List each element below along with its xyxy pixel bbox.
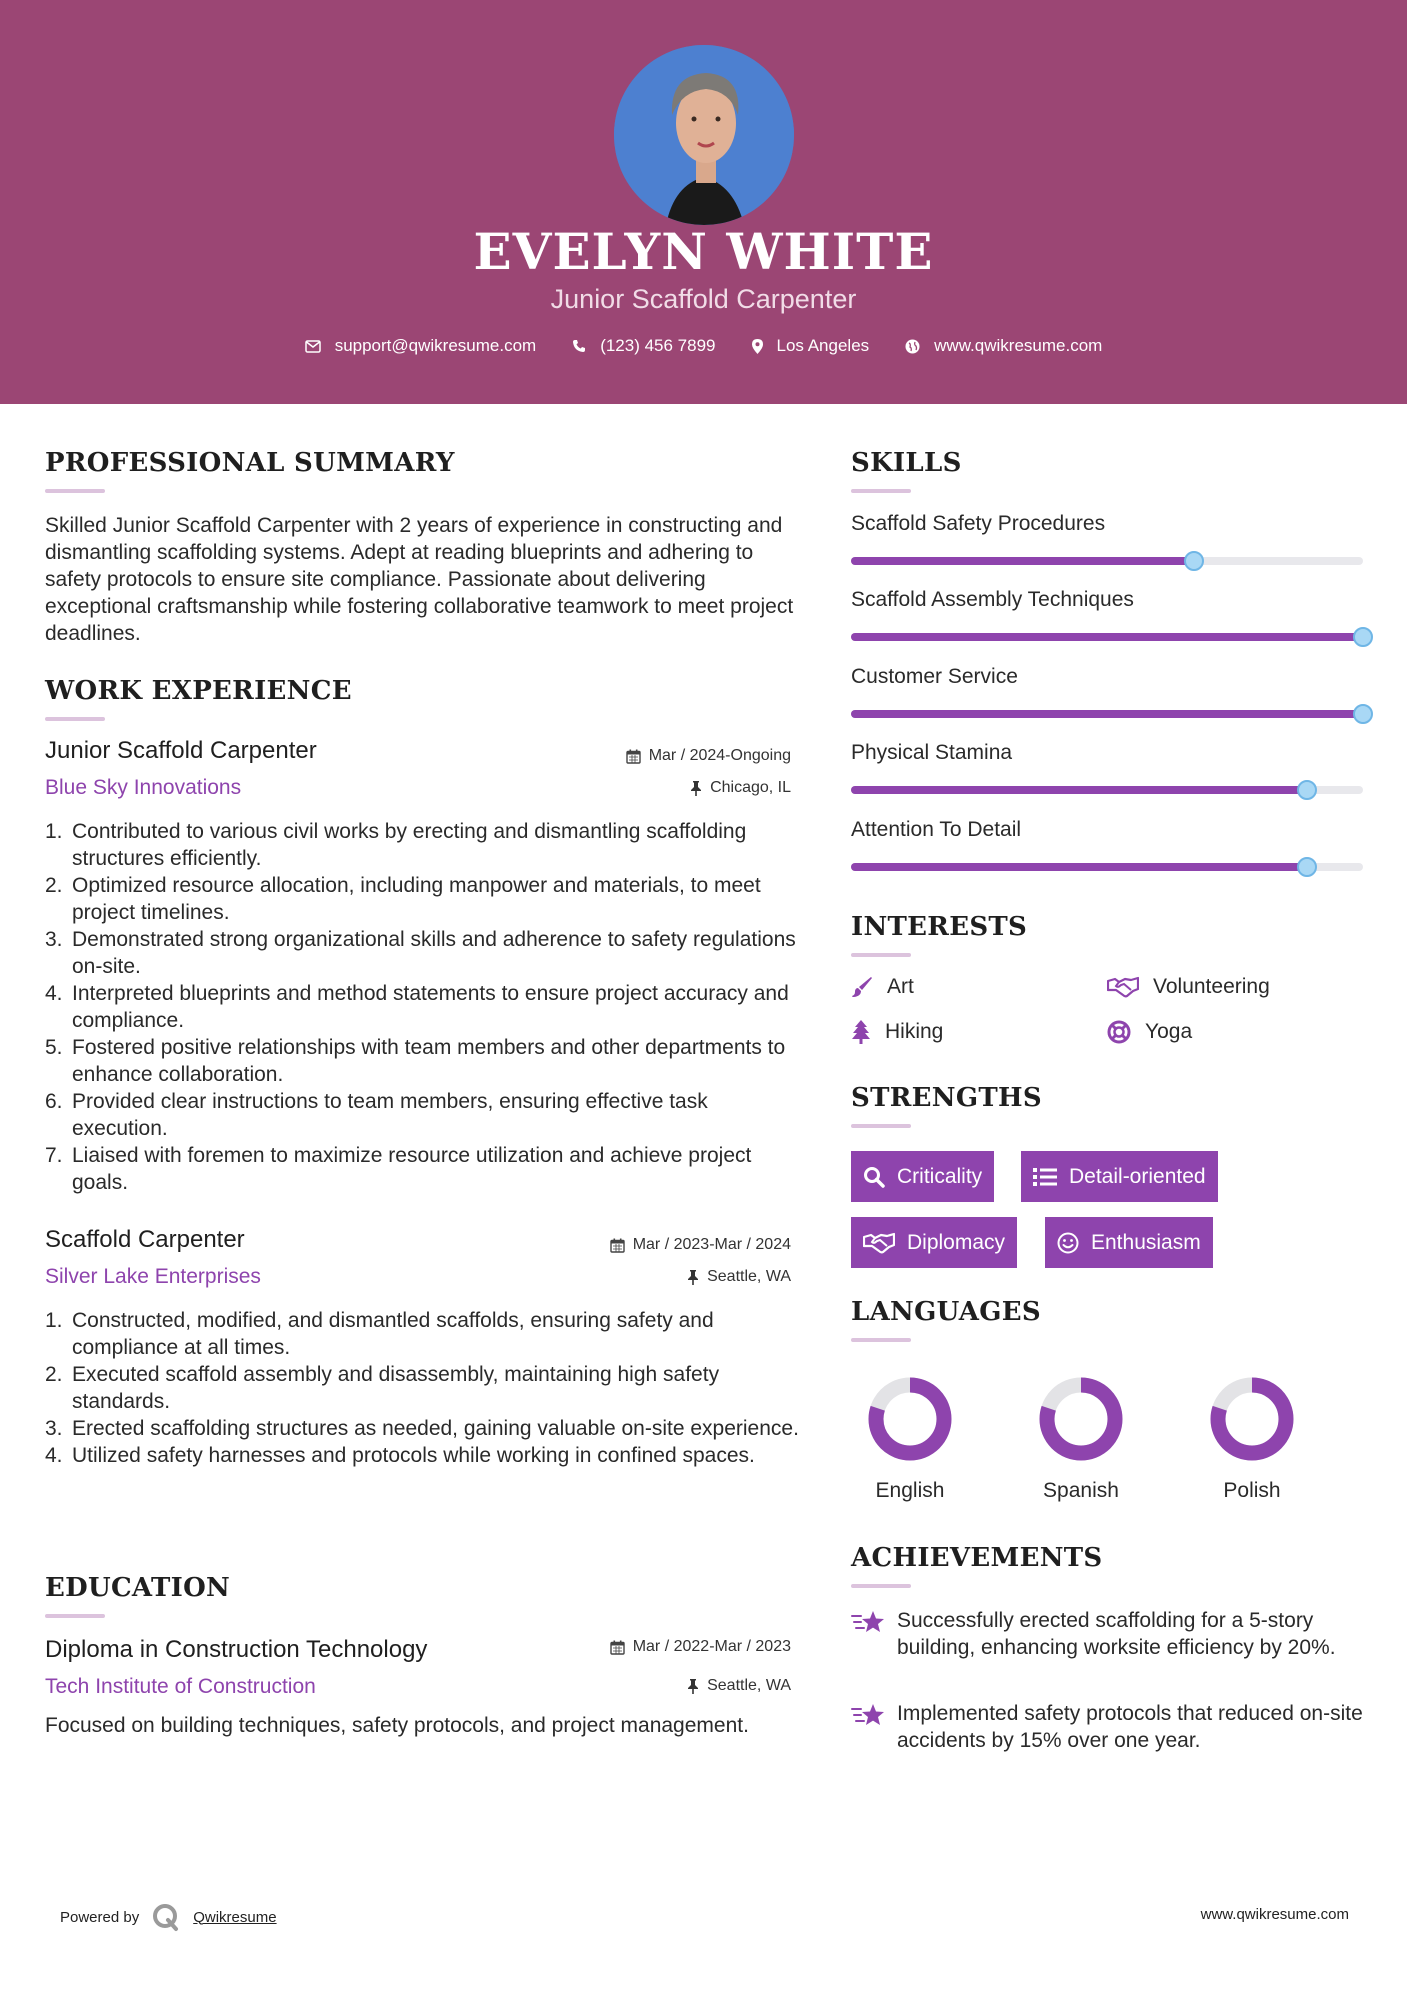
achievement-text: Successfully erected scaffolding for a 5-story building, enhancing worksite efficiency by 20%. (897, 1609, 1336, 1659)
list-item: 3. Demonstrated strong organizational skills and adherence to safety regulations on-site. (45, 928, 796, 978)
handshake-icon (863, 1232, 895, 1254)
education-description: Focused on building techniques, safety protocols, and project management. (45, 1714, 749, 1737)
interest-item (851, 1020, 943, 1044)
pushpin-icon (687, 1679, 699, 1694)
skill-bar-fill (851, 633, 1363, 641)
portrait-image (614, 45, 794, 225)
skill-bar-fill (851, 557, 1194, 565)
strengths-heading: STRENGTHS (851, 1083, 1042, 1113)
contact-phone-text: (123) 456 7899 (600, 336, 716, 355)
job-location (687, 1268, 791, 1286)
pushpin-icon (687, 1270, 699, 1285)
company-name: Blue Sky Innovations (45, 776, 242, 799)
skills-underline (851, 489, 911, 493)
education-dates (610, 1638, 791, 1656)
skill-bar (851, 786, 1363, 794)
map-pin-icon (752, 339, 763, 354)
shooting-star-icon (851, 1609, 885, 1635)
education-location-text: Seattle, WA (707, 1677, 791, 1694)
interest-label: Volunteering (1153, 975, 1270, 998)
strength-label: Criticality (897, 1164, 983, 1188)
language-name: Polish (1223, 1479, 1281, 1502)
experience-underline (45, 717, 105, 721)
life-ring-icon (1107, 1020, 1131, 1044)
calendar-icon (610, 1238, 625, 1253)
job-responsibilities (45, 1307, 800, 1469)
skill-bar-fill (851, 786, 1307, 794)
contact-website[interactable] (905, 336, 1102, 356)
language-donut (1021, 1372, 1141, 1466)
smile-icon (1057, 1232, 1079, 1254)
education-location (687, 1677, 791, 1695)
pushpin-icon (690, 781, 702, 796)
list-item: 1. Contributed to various civil works by erecting and dismantling scaffolding structures efficiently. (45, 820, 747, 870)
job-dates (610, 1236, 791, 1254)
contact-website-text: www.qwikresume.com (934, 336, 1103, 355)
skill-bar (851, 557, 1363, 565)
summary-heading: PROFESSIONAL SUMMARY (45, 448, 455, 478)
strength-tag (851, 1217, 1017, 1268)
strength-label: Diplomacy (907, 1230, 1006, 1254)
list-item: 2. Optimized resource allocation, including manpower and materials, to meet project timelines. (45, 874, 761, 924)
skill-bar-fill (851, 710, 1363, 718)
candidate-title: Junior Scaffold Carpenter (550, 284, 857, 314)
strength-tag (851, 1151, 994, 1202)
skill-bar-knob[interactable] (1184, 551, 1204, 571)
strength-tag (1021, 1151, 1218, 1202)
list-item: 2. Executed scaffold assembly and disassembly, maintaining high safety standards. (45, 1363, 720, 1413)
school-name: Tech Institute of Construction (45, 1675, 316, 1698)
language-donut (850, 1372, 970, 1466)
powered-by-text: Powered by (60, 1908, 140, 1926)
interest-label: Hiking (885, 1020, 944, 1043)
skill-bar-knob[interactable] (1353, 704, 1373, 724)
list-item: 1. Constructed, modified, and dismantled scaffolds, ensuring safety and compliance at all times. (45, 1309, 714, 1359)
interest-item (851, 975, 914, 999)
interest-item (1107, 975, 1270, 999)
contact-location (752, 336, 870, 356)
avatar (614, 45, 794, 225)
search-icon (863, 1166, 885, 1188)
interest-label: Yoga (1145, 1020, 1193, 1043)
list-item: 4. Interpreted blueprints and method statements to ensure project accuracy and compliance. (45, 982, 789, 1032)
skill-name: Attention To Detail (851, 818, 1022, 841)
shooting-star-icon (851, 1702, 885, 1728)
skill-name: Customer Service (851, 665, 1018, 688)
paintbrush-icon (851, 976, 873, 998)
list-icon (1033, 1167, 1057, 1187)
job-dates-text: Mar / 2024-Ongoing (648, 747, 791, 764)
language-donut (1192, 1372, 1312, 1466)
job-location (690, 779, 791, 797)
envelope-icon (305, 340, 321, 353)
list-item: 7. Liaised with foremen to maximize resource utilization and achieve project goals. (45, 1144, 752, 1194)
skills-heading: SKILLS (851, 448, 962, 478)
job-title: Junior Scaffold Carpenter (45, 737, 317, 764)
achievements-heading: ACHIEVEMENTS (851, 1543, 1103, 1573)
job-location-text: Chicago, IL (710, 779, 791, 796)
list-item: 3. Erected scaffolding structures as needed, gaining valuable on-site experience. (45, 1417, 799, 1440)
job-dates (626, 747, 791, 765)
list-item: 6. Provided clear instructions to team members, ensuring effective task execution. (45, 1090, 708, 1140)
contact-email-text: support@qwikresume.com (334, 336, 537, 355)
footer-url[interactable]: www.qwikresume.com (1200, 1906, 1349, 1923)
skill-bar-knob[interactable] (1297, 857, 1317, 877)
summary-underline (45, 489, 105, 493)
job-responsibilities (45, 818, 800, 1196)
experience-heading: WORK EXPERIENCE (45, 676, 352, 706)
strength-label: Detail-oriented (1069, 1164, 1206, 1188)
skill-bar-knob[interactable] (1353, 627, 1373, 647)
candidate-name: EVELYN WHITE (473, 222, 934, 281)
skill-bar (851, 633, 1363, 641)
tree-icon (851, 1020, 871, 1044)
achievements-underline (851, 1584, 911, 1588)
languages-underline (851, 1338, 911, 1342)
achievement-item (851, 1700, 1371, 1754)
education-dates-text: Mar / 2022-Mar / 2023 (632, 1638, 791, 1655)
skill-bar (851, 710, 1363, 718)
job-location-text: Seattle, WA (707, 1268, 791, 1285)
handshake-icon (1107, 976, 1139, 998)
job-dates-text: Mar / 2023-Mar / 2024 (632, 1236, 791, 1253)
skill-bar-fill (851, 863, 1307, 871)
skill-bar (851, 863, 1363, 871)
list-item: 4. Utilized safety harnesses and protocols while working in confined spaces. (45, 1444, 755, 1467)
calendar-icon (626, 749, 641, 764)
strengths-underline (851, 1124, 911, 1128)
strength-tag (1045, 1217, 1213, 1268)
contact-phone[interactable] (572, 336, 715, 356)
skill-name: Scaffold Safety Procedures (851, 512, 1106, 535)
qwikresume-logo-icon (151, 1902, 181, 1932)
skill-name: Physical Stamina (851, 741, 1013, 764)
skill-name: Scaffold Assembly Techniques (851, 588, 1134, 611)
strength-label: Enthusiasm (1091, 1230, 1201, 1254)
language-name: English (875, 1479, 945, 1502)
list-item: 5. Fostered positive relationships with team members and other departments to enhance collaboration. (45, 1036, 786, 1086)
achievement-item (851, 1607, 1371, 1661)
phone-icon (572, 339, 586, 353)
interest-item (1107, 1020, 1192, 1044)
degree-title: Diploma in Construction Technology (45, 1636, 428, 1663)
achievement-text: Implemented safety protocols that reduced on-site accidents by 15% over one year. (897, 1702, 1363, 1752)
contact-bar (0, 336, 1407, 356)
contact-location-text: Los Angeles (776, 336, 870, 355)
language-name: Spanish (1043, 1479, 1119, 1502)
education-underline (45, 1614, 105, 1618)
company-name: Silver Lake Enterprises (45, 1265, 261, 1288)
interest-label: Art (887, 975, 914, 998)
calendar-icon (610, 1640, 625, 1655)
education-heading: EDUCATION (45, 1573, 231, 1603)
summary-text: Skilled Junior Scaffold Carpenter with 2 years of experience in constructing and dismantling scaffolding systems. Adept at reading blueprints and adhering to safety protocols to ensure site compliance. Passionate about delivering exceptional craftsmanship while fostering collaborative teamwork to meet project deadlines. (45, 514, 794, 645)
contact-email[interactable] (305, 336, 537, 356)
job-title: Scaffold Carpenter (45, 1226, 245, 1253)
footer-brand-link[interactable]: Qwikresume (193, 1908, 277, 1926)
footer-powered-by (60, 1902, 277, 1932)
skill-bar-knob[interactable] (1297, 780, 1317, 800)
resume-header (0, 0, 1407, 404)
interests-heading: INTERESTS (851, 912, 1028, 942)
languages-heading: LANGUAGES (851, 1297, 1041, 1327)
interests-underline (851, 953, 911, 957)
globe-icon (905, 339, 920, 354)
